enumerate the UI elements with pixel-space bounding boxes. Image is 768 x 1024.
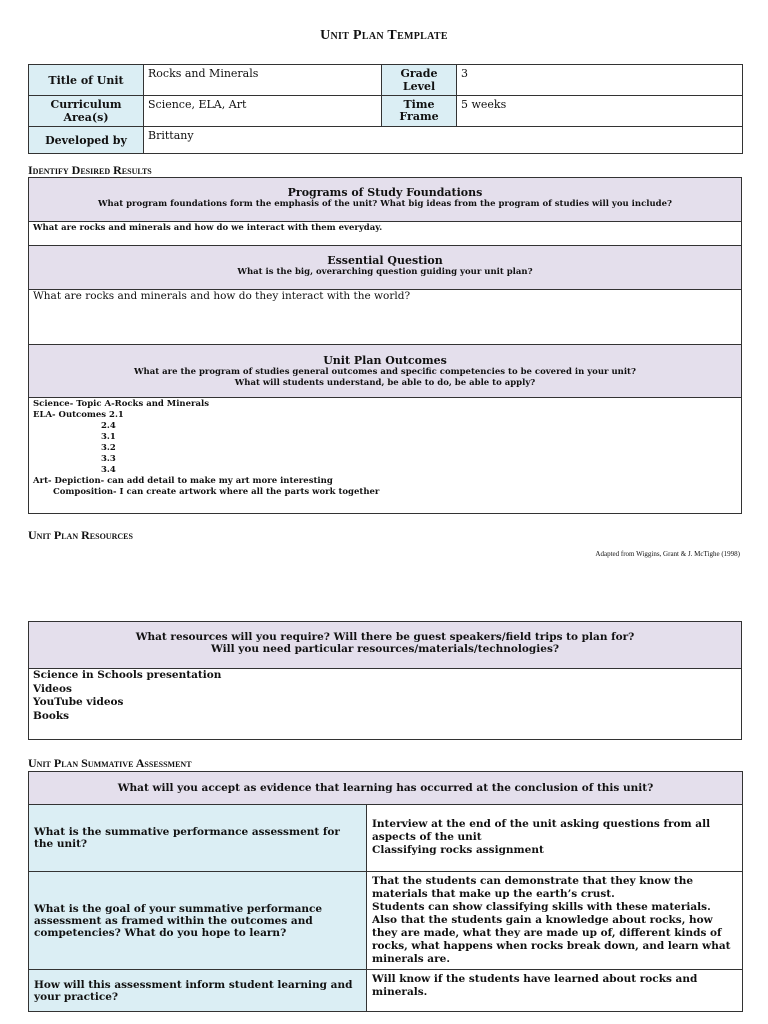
outcomes-subtitle-1: What are the program of studies general outcomes and specific competencies to be covered in your unit? — [134, 367, 636, 377]
resource-item: Books — [33, 709, 70, 722]
outcome-line: Composition- I can create artwork where all the parts work together — [53, 487, 380, 497]
essential-answer: What are rocks and minerals and how do they interact with the world? — [33, 290, 411, 302]
answer-line: Interview at the end of the unit asking questions from all aspects of the unit — [372, 818, 711, 843]
title-label: Title of Unit — [29, 65, 144, 96]
assessment-header: What will you accept as evidence that learning has occurred at the conclusion of this unit? — [29, 772, 743, 805]
credit-note: Adapted from Wiggins, Grant & J. McTighe (1998) — [595, 550, 740, 558]
resources-list — [33, 669, 221, 723]
programs-subtitle: What program foundations form the emphasis of the unit? What big ideas from the program of studies will you include? — [98, 199, 672, 209]
resources-question-1: What resources will you require? Will there be guest speakers/field trips to plan for? — [135, 631, 635, 643]
outcomes-subtitle-2: What will students understand, be able to do, be able to apply? — [234, 378, 536, 388]
resources-box — [28, 621, 742, 740]
resource-item: Videos — [33, 682, 72, 695]
unit-info-table — [28, 64, 743, 154]
grade-label: Grade Level — [382, 65, 457, 96]
section-assessment: Unit Plan Summative Assessment — [28, 756, 192, 770]
assessment-answer — [367, 872, 743, 970]
answer-line: Will know if the students have learned about rocks and minerals. — [372, 973, 698, 998]
programs-header — [29, 178, 741, 222]
outcome-line: 3.1 — [101, 432, 116, 442]
curriculum-label: Curriculum Area(s) — [29, 96, 144, 127]
outcomes-title: Unit Plan Outcomes — [323, 354, 447, 367]
title-value: Rocks and Minerals — [144, 65, 382, 96]
section-resources: Unit Plan Resources — [28, 528, 133, 542]
assessment-answer — [367, 970, 743, 1012]
outcome-line: 3.3 — [101, 454, 116, 464]
outcomes-list — [33, 399, 733, 498]
outcome-line: Science- Topic A-Rocks and Minerals — [33, 399, 210, 409]
assessment-question: What is the goal of your summative performance assessment as framed within the outcomes and competencies? What do you hope to learn? — [29, 872, 367, 970]
assessment-question: What is the summative performance assessment for the unit? — [29, 805, 367, 872]
answer-line: That the students can demonstrate that they know the materials that make up the earth’s crust. — [372, 875, 694, 900]
assessment-table — [28, 771, 743, 1012]
essential-subtitle: What is the big, overarching question guiding your unit plan? — [237, 267, 533, 277]
outcome-line: 3.4 — [101, 465, 116, 475]
assessment-question: How will this assessment inform student learning and your practice? — [29, 970, 367, 1012]
outcome-line: ELA- Outcomes 2.1 — [33, 410, 124, 420]
assessment-answer — [367, 805, 743, 872]
desired-results-box — [28, 177, 742, 514]
programs-answer: What are rocks and minerals and how do we interact with them everyday. — [33, 223, 383, 233]
outcome-line: 2.4 — [101, 421, 116, 431]
developed-label: Developed by — [29, 127, 144, 154]
outcome-line: Art- Depiction- can add detail to make my art more interesting — [33, 476, 333, 486]
curriculum-value: Science, ELA, Art — [144, 96, 382, 127]
resources-question-2: Will you need particular resources/materials/technologies? — [210, 643, 560, 655]
grade-value: 3 — [457, 65, 743, 96]
section-desired-results: Identify Desired Results — [28, 163, 152, 177]
answer-line: Classifying rocks assignment — [372, 844, 544, 856]
outcomes-header — [29, 344, 741, 398]
resource-item: Science in Schools presentation — [33, 669, 222, 681]
timeframe-value: 5 weeks — [457, 96, 743, 127]
essential-header — [29, 245, 741, 290]
essential-title: Essential Question — [327, 254, 443, 267]
developed-value: Brittany — [144, 127, 743, 154]
timeframe-label: Time Frame — [382, 96, 457, 127]
resource-item: YouTube videos — [33, 696, 124, 708]
page-title: Unit Plan Template — [320, 28, 448, 43]
resources-header — [29, 622, 741, 669]
programs-title: Programs of Study Foundations — [287, 186, 483, 199]
outcome-line: 3.2 — [101, 443, 116, 453]
answer-line: Students can show classifying skills with these materials. Also that the students gain a knowledge about rocks, how they are made, what they are made up of, different kinds of rocks, what happens when rocks break down, and learn what minerals are. — [372, 901, 731, 965]
